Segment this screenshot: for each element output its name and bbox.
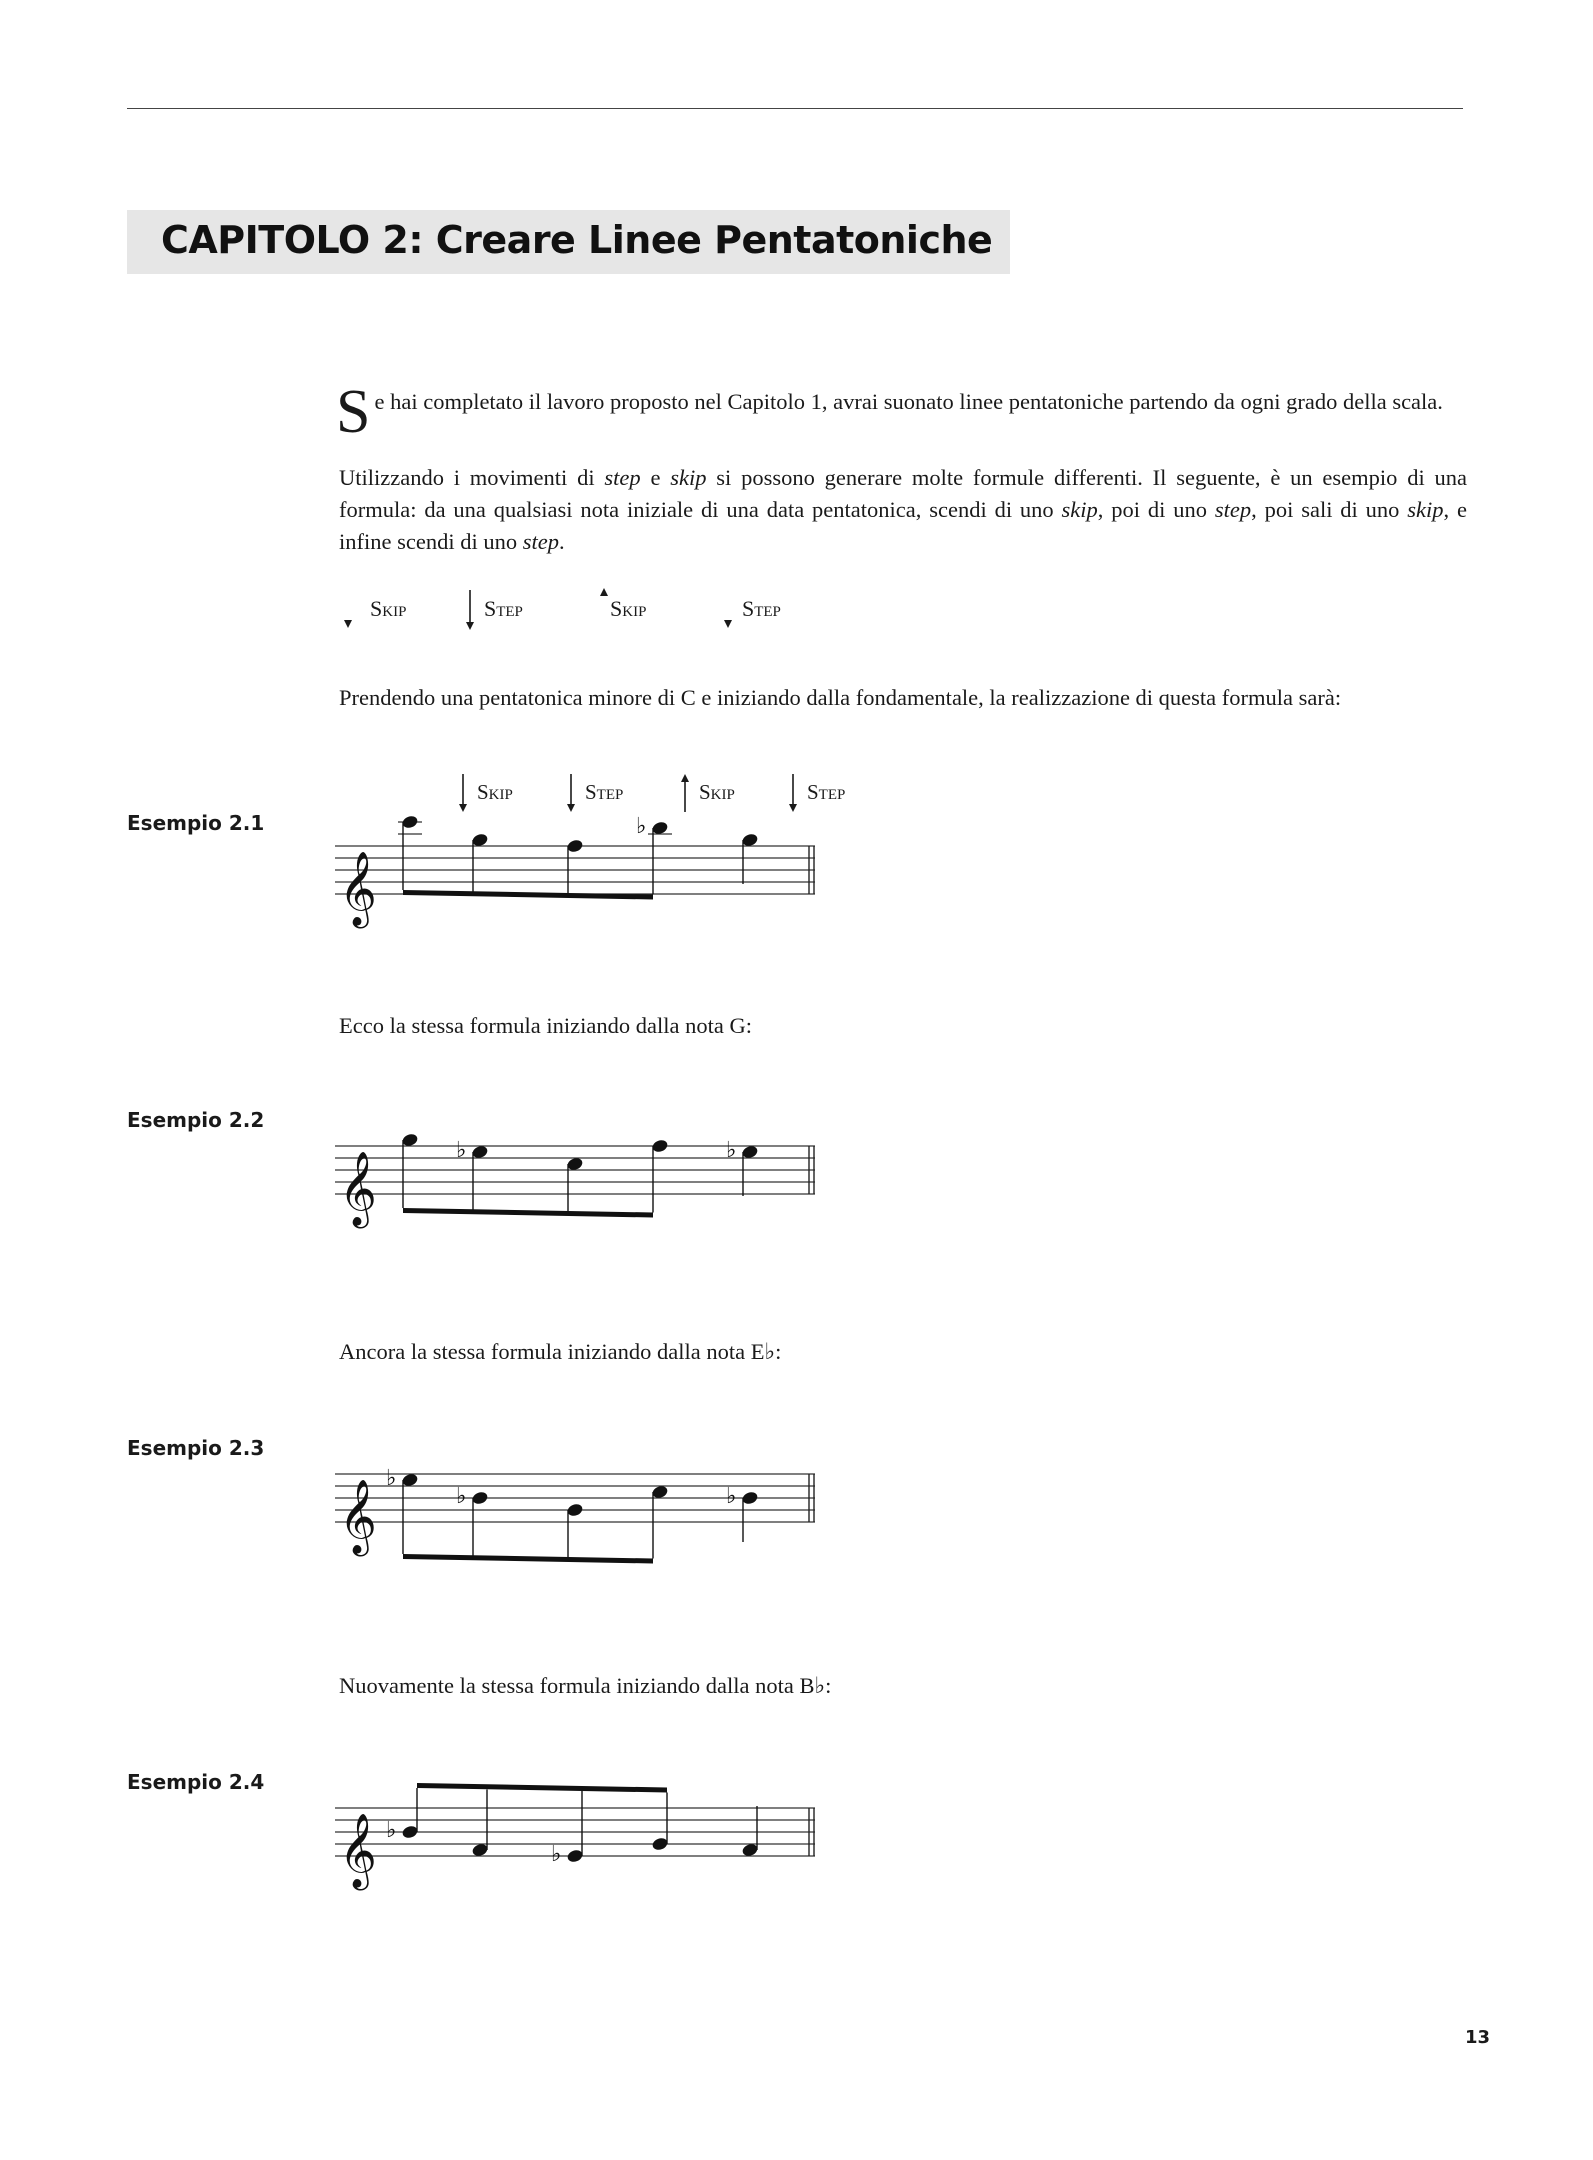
- chapter-title: CAPITOLO 2: Creare Linee Pentatoniche: [161, 218, 993, 262]
- formula-label: Step: [484, 596, 523, 621]
- example-label: Esempio 2.3: [127, 1436, 265, 1460]
- flat-accidental-icon: ♭: [726, 1484, 737, 1509]
- intro-paragraph: [336, 378, 1466, 446]
- note-beam: [403, 1554, 653, 1564]
- text-run: si possono generare molte formule differenti. Il seguente, è un esempio di una formula: da una qualsiasi nota iniziale di una data pentatonica, scendi di uno: [339, 465, 1467, 522]
- term-step: step: [604, 465, 641, 490]
- note-head: [651, 1138, 669, 1153]
- caption-example-4: Nuovamente la stessa formula iniziando dalla nota B♭:: [339, 1673, 832, 1698]
- note-head: [741, 1490, 759, 1505]
- note-beam: [417, 1783, 667, 1793]
- example-label: Esempio 2.4: [127, 1770, 265, 1794]
- drop-cap: S: [336, 378, 371, 446]
- flat-accidental-icon: ♭: [726, 1138, 737, 1163]
- term-step: step: [1214, 497, 1252, 522]
- paragraph-step-skip: [339, 462, 1467, 558]
- music-staff: [335, 1428, 995, 1578]
- note-head: [401, 814, 419, 829]
- flat-accidental-icon: ♭: [386, 1466, 397, 1491]
- treble-clef-icon: 𝄞: [339, 852, 377, 926]
- arrow-label: Step: [807, 780, 846, 804]
- music-staff: [335, 800, 995, 950]
- formula-label: Step: [742, 596, 781, 621]
- arrow-label: Skip: [477, 780, 513, 804]
- flat-accidental-icon: ♭: [386, 1818, 397, 1843]
- note-head: [566, 838, 584, 853]
- note-head: [566, 1848, 584, 1863]
- text-run: .: [558, 529, 565, 554]
- music-staff: [335, 1100, 995, 1250]
- note-head: [566, 1502, 584, 1517]
- treble-clef-icon: 𝄞: [339, 1480, 377, 1554]
- note-beam: [403, 1208, 653, 1218]
- treble-clef-icon: 𝄞: [339, 1814, 377, 1888]
- music-staff: [335, 1762, 995, 1912]
- text-run: Utilizzando i movimenti di: [339, 465, 605, 490]
- intro-text: e hai completato il lavoro proposto nel Capitolo 1, avrai suonato linee pentatoniche partendo da ogni grado della scala.: [374, 389, 1443, 414]
- top-rule: [127, 108, 1463, 109]
- formula-label: Skip: [370, 596, 407, 621]
- term-skip: skip: [670, 465, 707, 490]
- arrow-label: Skip: [699, 780, 735, 804]
- formula-label: Skip: [610, 596, 647, 621]
- note-head: [651, 1836, 669, 1851]
- note-beam: [403, 890, 653, 900]
- flat-accidental-icon: ♭: [636, 814, 647, 839]
- example-label: Esempio 2.1: [127, 811, 265, 835]
- text-run: , poi sali di uno: [1251, 497, 1408, 522]
- paragraph-c-minor: Prendendo una pentatonica minore di C e iniziando dalla fondamentale, la realizzazione di questa formula sarà:: [339, 685, 1342, 710]
- chapter-heading-bar: [127, 210, 1010, 274]
- small-down-arrow-icon: [720, 588, 740, 636]
- flat-accidental-icon: ♭: [551, 1842, 562, 1867]
- long-down-arrow-icon: [462, 588, 482, 636]
- caption-example-2: Ecco la stessa formula iniziando dalla nota G:: [339, 1013, 752, 1038]
- treble-clef-icon: 𝄞: [339, 1152, 377, 1226]
- caption-example-3: Ancora la stessa formula iniziando dalla nota E♭:: [339, 1339, 782, 1364]
- term-step: step: [522, 529, 559, 554]
- term-skip: skip: [1407, 497, 1444, 522]
- text-run: , poi di uno: [1097, 497, 1215, 522]
- text-run: e: [640, 465, 671, 490]
- formula-legend: [340, 588, 900, 636]
- term-skip: skip: [1061, 497, 1098, 522]
- note-head: [471, 1490, 489, 1505]
- page-number: 13: [1465, 2027, 1491, 2048]
- flat-accidental-icon: ♭: [456, 1138, 467, 1163]
- arrow-label: Step: [585, 780, 624, 804]
- text-run: , e infine scendi di uno: [339, 497, 1467, 554]
- flat-accidental-icon: ♭: [456, 1484, 467, 1509]
- small-down-arrow-icon: [340, 588, 360, 636]
- example-label: Esempio 2.2: [127, 1108, 265, 1132]
- note-head: [401, 1824, 419, 1839]
